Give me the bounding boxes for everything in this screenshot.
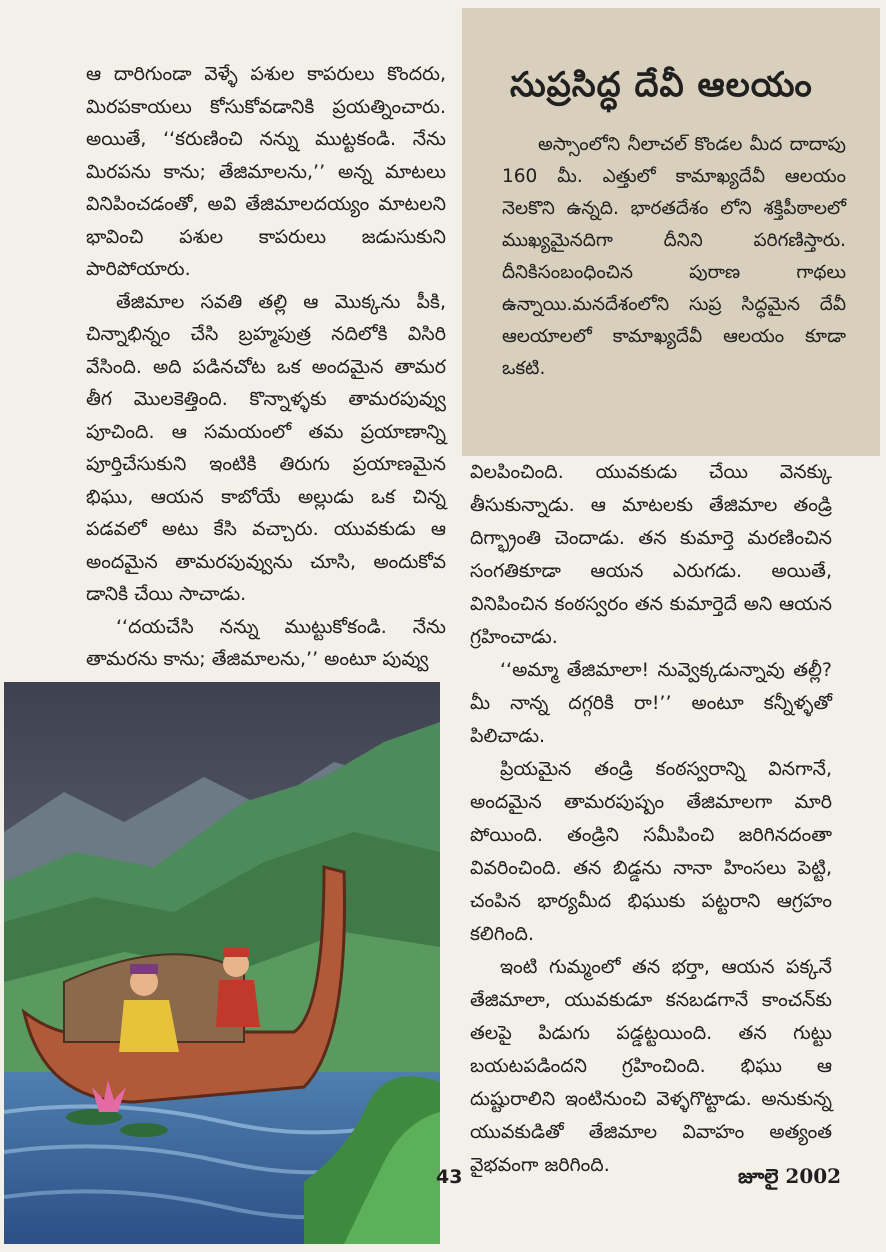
paragraph: విలపించింది. యువకుడు చేయి వెనక్కు తీసుకున్నాడు. ఆ మాటలకు తేజిమాల తండ్రి దిగ్భ్రాంతి చెందాడు. తన కుమార్తె మరణించిన సంగతికూడా ఆయన ఎరుగడు. అయితే, వినిపించిన కంఠస్వరం తన కుమార్తెదే అని ఆయన గ్రహించాడు. — [470, 461, 832, 648]
paragraph: తేజిమాల సవతి తల్లి ఆ మొక్కను పీకి, చిన్నాభిన్నం చేసి బ్రహ్మపుత్ర నదిలోకి విసిరి వేసింది. అది పడినచోట ఒక అందమైన తామర తీగ మొలకెత్తింది. కొన్నాళ్ళకు తామరపువ్వు పూచింది. ఆ సమయంలో తమ ప్రయాణాన్ని పూర్తిచేసుకుని ఇంటికి తిరుగు ప్రయాణమైన భిఘు, ఆయన కాబోయే అల్లుడు ఒక చిన్న పడవలో అటు కేసి వచ్చారు. యువకుడు ఆ అందమైన తామరపువ్వును చూసి, అందుకోవ డానికి చేయి సాచాడు. — [86, 290, 446, 605]
paragraph: ‘‘అమ్మా తేజిమాలా! నువ్వెక్కడున్నావు తల్లీ? మీ నాన్న దగ్గరికి రా!’’ అంటూ కన్నీళ్ళతో పిలిచాడు. — [470, 659, 832, 747]
paragraph: ఆ దారిగుండా వెళ్ళే పశుల కాపరులు కొందరు, మిరపకాయలు కోసుకోవడానికి ప్రయత్నించారు. అయితే, ‘‘కరుణించి నన్ను ముట్టకండి. నేను మిరపను కాను; తేజిమాలను,’’ అన్న మాటలు వినిపించడంతో, అవి తేజిమాలదయ్యం మాటలని భావించి పశుల కాపరులు జడుసుకుని పారిపోయారు. — [86, 63, 446, 280]
paragraph: ఇంటి గుమ్మంలో తన భర్తా, ఆయన పక్కనే తేజిమాలా, యువకుడూ కనబడగానే కాంచన్‌కు తలపై పిడుగు పడ్డట్టయింది. తన గుట్టు బయటపడిందని గ్రహించింది. భిఘు ఆ దుష్టురాలిని ఇంటినుంచి వెళ్ళగొట్టాడు. అనుకున్న యువకుడితో తేజిమాల వివాహం అత్యంత వైభవంగా జరిగింది. — [470, 956, 832, 1176]
sidebar-title: సుప్రసిద్ధ దేవీ ఆలయం — [510, 65, 813, 105]
paragraph: ప్రియమైన తండ్రి కంఠస్వరాన్ని వినగానే, అందమైన తామరపుష్పం తేజిమాలగా మారి పోయింది. తండ్రిని సమీపించి జరిగినదంతా వివరించింది. తన బిడ్డను నానా హింసలు పెట్టి, చంపిన భార్యమీద భిఘుకు పట్టరాని ఆగ్రహం కలిగింది. — [470, 758, 832, 945]
issue-date: జూలై 2002 — [738, 1164, 842, 1188]
sidebar-body: అస్సాంలోని నీలాచల్ కొండల మీద దాదాపు 160 మీ. ఎత్తులో కామాఖ్యదేవీ ఆలయం నెలకొని ఉన్నది. భారతదేశం లోని శక్తిపీఠాలలో ముఖ్యమైనదిగా దీనిని పరిగణిస్తారు. దీనికిసంబంధించిన పురాణ గాథలు ఉన్నాయి.మనదేశంలోని సుప్ర సిద్ధమైన దేవీ ఆలయాలలో కామాఖ్యదేవీ ఆలయం కూడా ఒకటి. — [502, 134, 846, 379]
right-text-column — [470, 456, 832, 1182]
temple-info-sidebar — [462, 8, 880, 456]
illustration-art — [4, 682, 440, 1244]
page-number: 43 — [436, 1166, 463, 1188]
left-text-column — [86, 58, 446, 676]
boat-lotus-illustration — [4, 682, 440, 1244]
paragraph: ‘‘దయచేసి నన్ను ముట్టుకోకండి. నేను తామరను కాను; తేజిమాలను,’’ అంటూ పువ్వు — [86, 615, 446, 670]
